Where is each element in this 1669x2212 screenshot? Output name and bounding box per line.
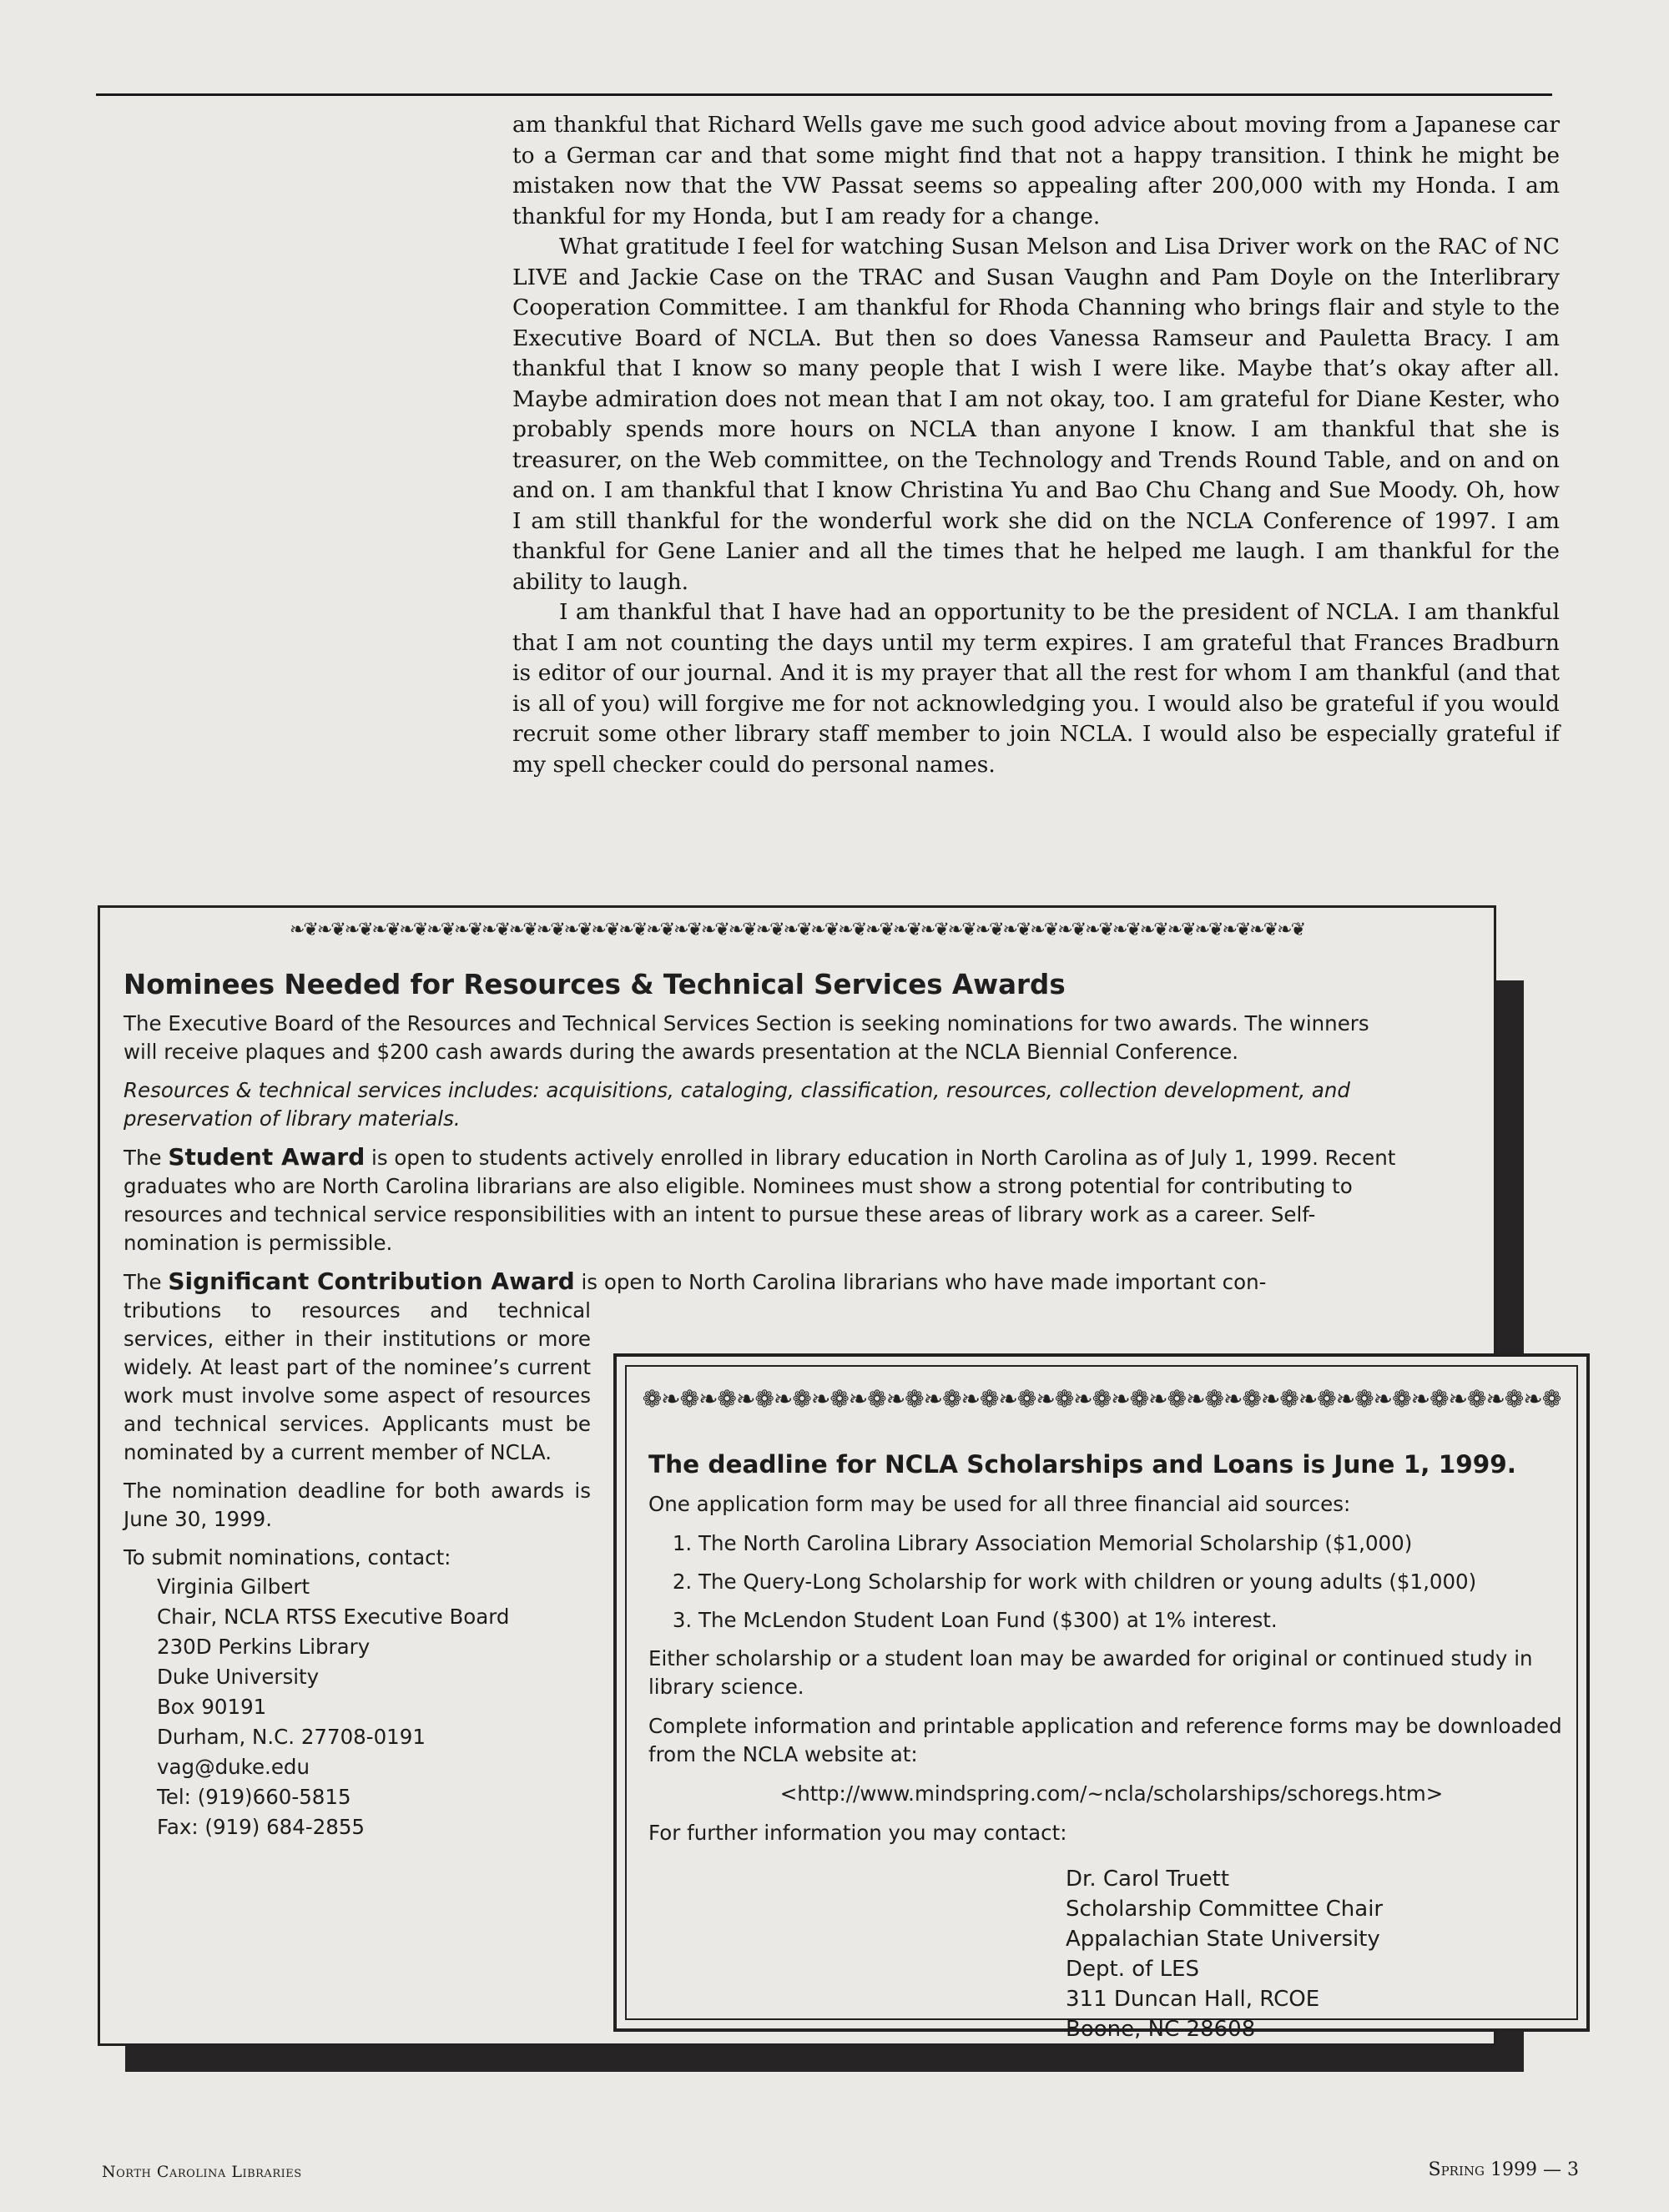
scholarship-body [648,1490,1575,2044]
contact-intro: To submit nominations, contact: [124,1545,451,1570]
letter-paragraph: am thankful that Richard Wells gave me such good advice about moving from a Japanese car to a German car and that some might find that not a happy transition. I think he might be mistaken now that the VW Passat seems so appealing after 200,000 with my Honda. I am thankful for my Honda, but I am ready for a change. [512,112,1560,229]
significant-award-paragraph [124,1267,1409,1297]
nomination-deadline: The nomination deadline for both awards is June 30, 1999. [124,1479,591,1531]
contact-line: Dept. of LES [1066,1957,1199,1982]
contact-line: Dr. Carol Truett [1066,1867,1230,1892]
contact-line: Virginia Gilbert [157,1575,310,1599]
student-award-paragraph [124,1143,1409,1257]
contact-line: Durham, N.C. 27708-0191 [157,1725,426,1749]
footer-page-info [1429,2159,1579,2180]
contact-line: Scholarship Committee Chair [1066,1897,1384,1922]
contact-line: Boone, NC 28608 [1066,2017,1256,2042]
scholarship-contact [1066,1864,1575,2044]
scholarship-box [613,1353,1590,2042]
contact-line: Box 90191 [157,1695,267,1719]
student-award-prefix: The [124,1146,162,1170]
rtss-intro: The Executive Board of the Resources and Technical Services Section is seeking nominations for two awards. The winners will receive plaques and $200 cash awards during the awards presentation at the NCLA Biennial Conference. [124,1011,1369,1064]
page-number: 3 [1567,2159,1579,2180]
scholarship-item: 2. The Query-Long Scholarship for work with children or young adults ($1,000) [698,1568,1575,1596]
ornament-border: ❧❦❧❦❧❦❧❦❧❦❧❦❧❦❧❦❧❦❧❦❧❦❧❦❧❦❧❦❧❦❧❦❧❦❧❦❧❦❧❦❧❦❧❦❧❦❧❦❧❦❧❦❧❦❧❦❧❦❧❦❧❦❧❦❧❦❧❦❧❦❧❦❧❦ [289,920,1305,940]
top-rule [96,93,1552,96]
contact-fax: Fax: (919) 684-2855 [157,1815,366,1839]
scholarship-title: The deadline for NCLA Scholarships and Loans is June 1, 1999. [648,1450,1517,1479]
scholarship-complete: Complete information and printable application and reference forms may be downloaded from the NCLA website at: [648,1714,1562,1766]
significant-award-prefix: The [124,1270,162,1294]
contact-phone: Tel: (919)660-5815 [157,1785,351,1809]
scholarship-intro: One application form may be used for all three financial aid sources: [648,1492,1351,1516]
scholarship-either: Either scholarship or a student loan may be awarded for original or continued study in library science. [648,1646,1533,1699]
scholarship-list [648,1529,1575,1635]
footer-publication: North Carolina Libraries [102,2163,302,2181]
contact-email: vag@duke.edu [157,1755,310,1779]
contact-line: Appalachian State University [1066,1927,1380,1952]
contact-line: 311 Duncan Hall, RCOE [1066,1987,1320,2012]
student-award-text: is open to students actively enrolled in library education in North Carolina as of July 1, 1999. Recent graduates who are North Carolina librarians are also eligible. Nominees must show a strong potential for contributing to resources and technical service responsibilities with an intent to pursue these areas of library work as a career. Self-nomination is permissible. [124,1146,1396,1255]
scholarship-item: 1. The North Carolina Library Association Memorial Scholarship ($1,000) [698,1529,1575,1558]
contact-line: Chair, NCLA RTSS Executive Board [157,1605,510,1629]
rtss-definition [124,1076,1409,1133]
rtss-title: Nominees Needed for Resources & Technical Services Awards [124,969,1066,1000]
significant-award-text-a: is open to North Carolina librarians who have made important con- [581,1270,1267,1294]
contact-line: 230D Perkins Library [157,1635,371,1659]
footer-season: Spring 1999 [1428,2159,1537,2180]
scholarship-url: <http://www.mindspring.com/~ncla/scholarships/schoregs.htm> [779,1781,1444,1806]
footer-separator: — [1543,2159,1561,2180]
rtss-definition-text: Resources & technical services includes: acquisitions, cataloging, classification, resources, collection development, and preservation of library materials. [124,1078,1350,1131]
student-award-name: Student Award [168,1143,366,1171]
significant-award-text-b: tributions to resources and technical services, either in their institutions or more widely. At least part of the nominee’s current work must involve some aspect of resources and technical services. Applicants must be nominated by a current member of NCLA. [124,1298,591,1464]
ornament-border: ❁❧❁❧❁❧❁❧❁❧❁❧❁❧❁❧❁❧❁❧❁❧❁❧❁❧❁❧❁❧❁❧❁❧❁❧❁❧❁❧❁❧❁❧❁❧❁❧❁ [642,1385,1561,1413]
letter-paragraph: What gratitude I feel for watching Susan Melson and Lisa Driver work on the RAC of NC LIVE and Jackie Case on the TRAC and Susan Vaughn and Pam Doyle on the Interlibrary Cooperation Committee. I am thankful for Rhoda Channing who brings flair and style to the Executive Board of NCLA. But then so does Vanessa Ramseur and Pauletta Bracy. I am thankful that I know so many people that I wish I were like. Maybe that’s okay after all. Maybe admiration does not mean that I am not okay, too. I am grateful for Diane Kester, who probably spends more hours on NCLA than anyone I know. I am thankful that she is treasurer, on the Web committee, on the Technology and Trends Round Table, and on and on and on. I am thankful that I know Christina Yu and Bao Chu Chang and Sue Moody. Oh, how I am still thankful for the wonderful work she did on the NCLA Conference of 1997. I am thankful for Gene Lanier and all the times that he helped me laugh. I am thankful for the ability to laugh. [512,234,1560,595]
scholarship-inner-frame [625,1365,1578,2042]
contact-line: Duke University [157,1665,320,1689]
scholarship-item: 3. The McLendon Student Loan Fund ($300) at 1% interest. [698,1606,1575,1635]
significant-award-name: Significant Contribution Award [168,1267,575,1295]
letter-paragraph: I am thankful that I have had an opportunity to be the president of NCLA. I am thankful that I am not counting the days until my term expires. I am grateful that Frances Bradburn is editor of our journal. And it is my prayer that all the rest for whom I am thankful (and that is all of you) will forgive me for not acknowledging you. I would also be grateful if you would recruit some other library staff member to join NCLA. I would also be especially grateful if my spell checker could do personal names. [512,599,1560,778]
president-letter [512,110,1560,780]
scholarship-further: For further information you may contact: [648,1821,1067,1845]
